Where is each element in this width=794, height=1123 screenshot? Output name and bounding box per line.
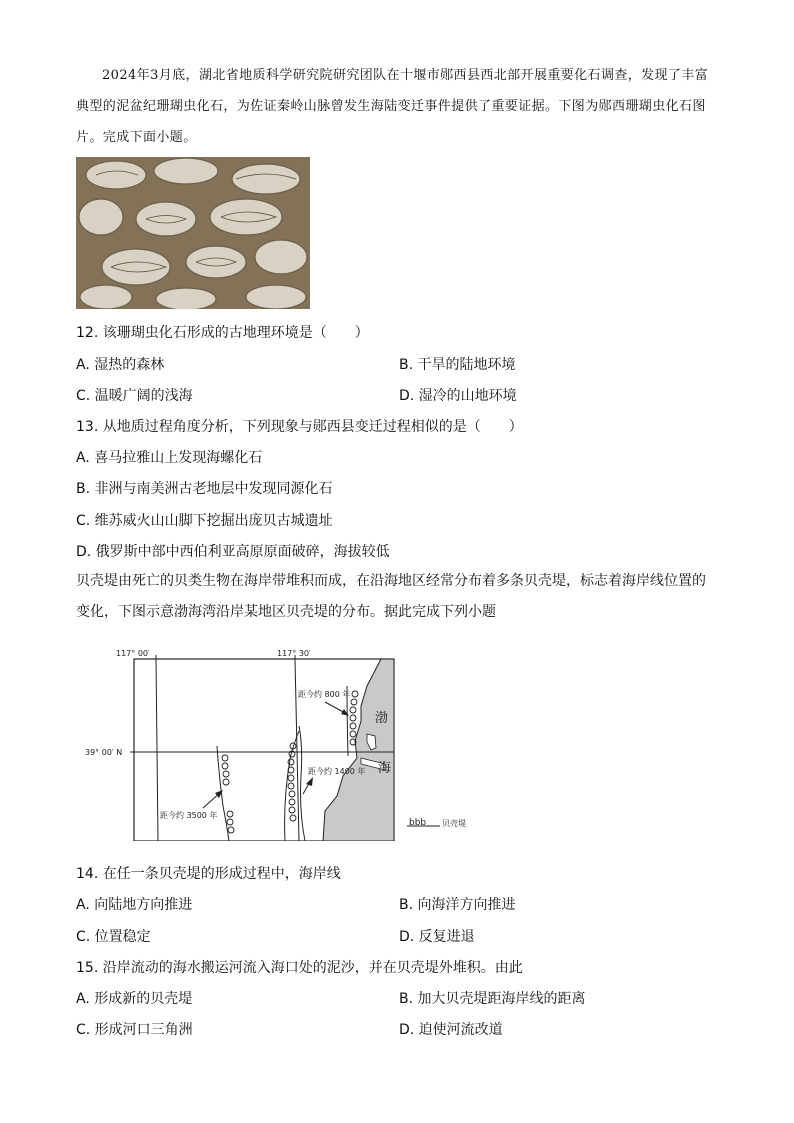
shell-ridge-passage: 贝壳堤由死亡的贝类生物在海岸带堆积而成，在沿海地区经常分布着多条贝壳堤，标志着海岸线位置的变化，下图示意渤海湾沿岸某地区贝壳堤的分布。据此完成下列小题 xyxy=(76,573,706,620)
q12-option-a: A. 湿热的森林 xyxy=(76,357,165,373)
q14-option-c: C. 位置稳定 xyxy=(76,929,151,945)
coral-fossil-photo xyxy=(76,157,310,309)
lat-label: 39° 00′ N xyxy=(85,748,123,757)
q13-option-b: B. 非洲与南美洲古老地层中发现同源化石 xyxy=(76,481,333,497)
label-800: 距今约 800 年 xyxy=(298,690,351,699)
label-3500: 距今约 3500 年 xyxy=(160,811,218,820)
intro-paragraph: 2024年3月底，湖北省地质科学研究院研究团队在十堰市郧西县西北部开展重要化石调查，发现了丰富典型的泥盆纪珊瑚虫化石，为佐证秦岭山脉曾发生海陆变迁事件提供了重要证据。下图为郧西珊瑚虫化石图片。完成下面小题。 xyxy=(76,68,709,145)
legend-symbol: bbb xyxy=(409,818,427,828)
q13-option-a: A. 喜马拉雅山上发现海螺化石 xyxy=(76,450,263,466)
question-14-stem: 14. 在任一条贝壳堤的形成过程中，海岸线 xyxy=(76,866,341,882)
label-1400: 距今约 1400 年 xyxy=(308,767,366,776)
shell-ridge-map xyxy=(85,646,485,841)
q15-option-d: D. 迫使河流改道 xyxy=(399,1022,503,1038)
sea-label-2: 海 xyxy=(378,761,392,776)
q12-option-b: B. 干旱的陆地环境 xyxy=(399,357,516,373)
q15-option-c: C. 形成河口三角洲 xyxy=(76,1022,193,1038)
q12-option-d: D. 湿冷的山地环境 xyxy=(399,388,517,404)
q13-option-d: D. 俄罗斯中部中西伯利亚高原原面破碎，海拔较低 xyxy=(76,544,390,560)
question-12-stem: 12. 该珊瑚虫化石形成的古地理环境是（ ） xyxy=(76,325,369,341)
legend-label: 贝壳堤 xyxy=(442,819,466,828)
q12-option-c: C. 温暖广阔的浅海 xyxy=(76,388,193,404)
q14-option-d: D. 反复进退 xyxy=(399,929,475,945)
question-13-stem: 13. 从地质过程角度分析，下列现象与郧西县变迁过程相似的是（ ） xyxy=(76,419,523,435)
lon-label-1: 117° 00′ xyxy=(116,649,150,658)
question-15-stem: 15. 沿岸流动的海水搬运河流入海口处的泥沙，并在贝壳堤外堆积。由此 xyxy=(76,960,523,976)
sea-label-1: 渤 xyxy=(375,711,389,726)
q13-option-c: C. 维苏威火山山脚下挖掘出庞贝古城遗址 xyxy=(76,513,333,529)
q15-option-b: B. 加大贝壳堤距海岸线的距离 xyxy=(399,991,586,1007)
lon-label-2: 117° 30′ xyxy=(277,649,311,658)
q14-option-b: B. 向海洋方向推进 xyxy=(399,897,516,913)
q14-option-a: A. 向陆地方向推进 xyxy=(76,897,193,913)
q15-option-a: A. 形成新的贝壳堤 xyxy=(76,991,193,1007)
